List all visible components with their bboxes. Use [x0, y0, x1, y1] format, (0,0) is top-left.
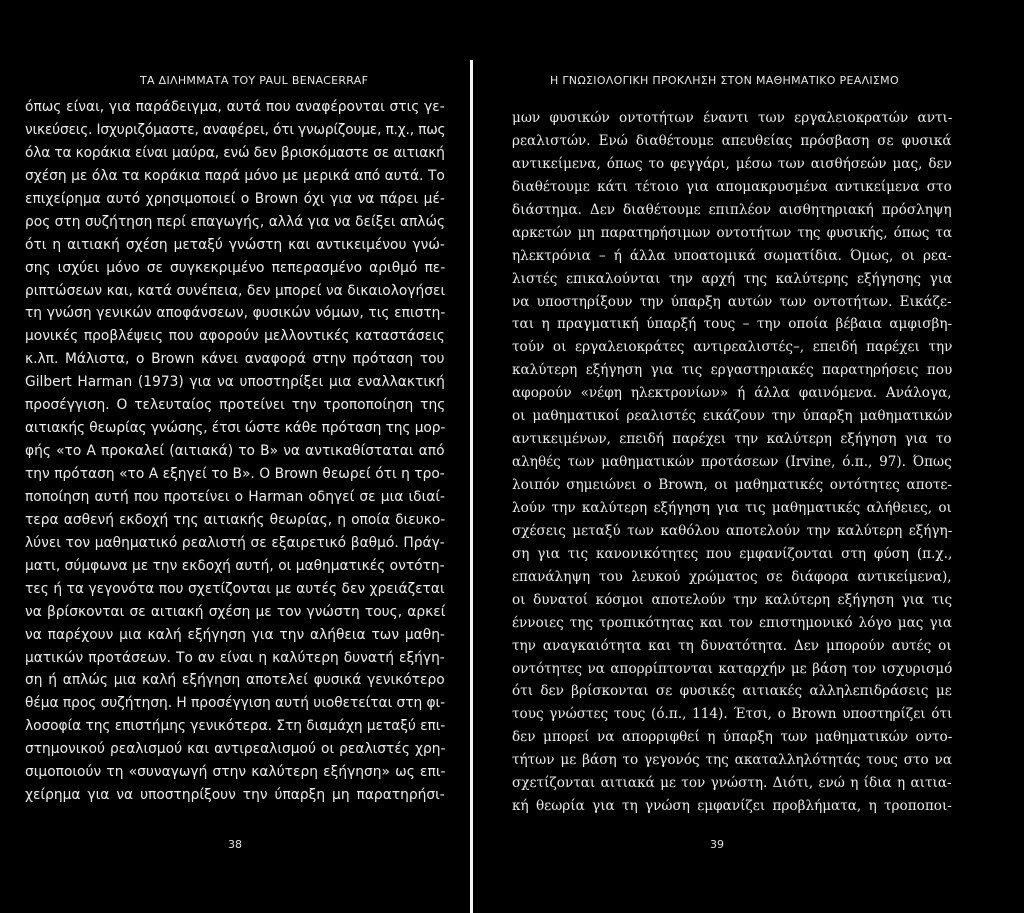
left-body-text: [25, 96, 445, 807]
text-line: λύνει τον μαθηματικό ρεαλιστή σε εξαιρετικό βαθμό. Πράγ-: [25, 534, 445, 551]
text-line: ση για τις κανονικότητες που εμφανίζονται στη φύση (π.χ.,: [512, 545, 953, 562]
text-line: διάστημα. Δεν διαθέτουμε επιπλέον αισθητηριακή πρόσληψη: [512, 201, 952, 218]
text-line: λοιπόν σημειώνει ο Brown, οι μαθηματικές οντότητες αποτε-: [512, 477, 952, 493]
text-line: Gilbert Harman (1973) για να υποστηρίξει μια εναλλακτική: [25, 374, 445, 391]
text-line: τες ή τα γεγονότα που σχετίζονται με αυτές δεν χρειάζεται: [25, 580, 445, 597]
text-line: οι μαθηματικοί ρεαλιστές εικάζουν την ύπαρξη μαθηματικών: [512, 408, 953, 425]
text-line: ηλεκτρόνια – ή άλλα υποατομικά σωματίδια. Όμως, οι ρεα-: [512, 247, 952, 264]
right-running-head: Η ΓΝΩΣΙΟΛΟΓΙΚΗ ΠΡΟΚΛΗΣΗ ΣΤΟΝ ΜΑΘΗΜΑΤΙΚΟ ΡΕΑΛΙΣΜΟ: [550, 74, 899, 87]
left-page-number: 38: [228, 838, 242, 851]
text-line: καλύτερη εξήγηση για τις εργαστηριακές παρατηρήσεις που: [512, 362, 953, 379]
text-line: έννοιες της τροπικότητας και τον επιστημονικό λόγο μας για: [512, 614, 953, 631]
right-body-text: [512, 107, 952, 818]
text-line: τερα ασθενή εκδοχή της αιτιακής θεωρίας, η οποία διευκο-: [25, 511, 446, 528]
text-line: στημονικού ρεαλισμού και αντιρεαλισμού οι ρεαλιστές χρη-: [25, 741, 446, 758]
text-line: ται η πραγματική ύπαρξή τους – την οποία βέβαια αμφισβη-: [512, 316, 953, 333]
text-line: αντικειμένων, επειδή παρέχει την καλύτερη εξήγηση για το: [512, 431, 952, 448]
text-line: θέμα προς συζήτηση. Η προσέγγιση αυτή υιοθετείται στη φι-: [25, 695, 446, 712]
text-line: οι δυνατοί κόσμοι αποτελούν την καλύτερη εξήγηση για τις: [512, 591, 953, 608]
text-line: μονικές προβλέψεις που αφορούν μελλοντικές καταστάσεις: [25, 328, 445, 345]
text-line: αιτιακής θεωρίας γνώσης, έτσι ώστε κάθε πρόταση της μορ-: [25, 420, 446, 437]
text-line: ότι δεν βρίσκονται σε φυσικές αιτιακές αλληλεπιδράσεις με: [512, 683, 952, 700]
text-line: ότι η αιτιακή σχέση μεταξύ γνώστη και αντικειμένου γνώ-: [25, 236, 445, 253]
text-line: ματι, σύμφωνα με την εκδοχή αυτή, οι μαθηματικές οντότη-: [25, 557, 445, 574]
text-line: επιχείρημα αυτό χρησιμοποιεί ο Brown όχι για να πάρει μέ-: [25, 190, 445, 207]
text-line: αρκετών μη παρατηρήσιμων οντοτήτων της φυσικής, όπως τα: [512, 224, 953, 241]
text-line: ποποίηση αυτή που προτείνει ο Harman οδηγεί σε μια ιδιαί-: [25, 488, 446, 505]
text-line: κ.λπ. Μάλιστα, ο Brown κάνει αναφορά στην πρόταση του: [25, 351, 445, 368]
text-line: λοσοφία της επιστήμης γενικότερα. Στη διαμάχη μεταξύ επι-: [25, 718, 446, 735]
text-line: κή θεωρία για τη γνώση εμφανίζει προβλήματα, η τροποποι-: [512, 798, 952, 815]
text-line: λούν την καλύτερη εξήγηση για τις μαθηματικές αλήθειες, οι: [512, 499, 952, 516]
text-line: ριπτώσεων και, κατά συνέπεια, δεν μπορεί να δικαιολογήσει: [25, 282, 446, 299]
text-line: να παρέχουν μια καλή εξήγηση για την αλήθεια των μαθη-: [25, 626, 445, 643]
text-line: όλα τα κοράκια είναι μαύρα, ενώ δεν βρισκόμαστε σε αιτιακή: [25, 144, 445, 161]
text-line: οντότητες να απορρίπτονται καταρχήν με βάση τον ισχυρισμό: [512, 660, 953, 677]
text-line: λιστές επικαλούνται την αρχή της καλύτερης εξήγησης για: [512, 270, 953, 287]
text-line: χείρημα για να υποστηρίξουν την ύπαρξη μη παρατηρήσι-: [25, 787, 445, 804]
text-line: σχετίζονται αιτιακά με τον γνώστη. Διότι, ενώ η ίδια η αιτια-: [512, 775, 952, 792]
text-line: τη γνώση γενικών αποφάνσεων, φυσικών νόμων, τις επιστη-: [25, 305, 446, 322]
text-line: τους γνώστες τους (ό.π., 114). Έτσι, ο Brown υποστηρίζει ότι: [512, 706, 953, 723]
text-line: όπως είναι, για παράδειγμα, αυτά που αναφέρονται στις γε-: [25, 99, 445, 115]
text-line: τήτων με βάση το γεγονός της ακαταλληλότητάς τους στο να: [512, 752, 952, 769]
text-line: αφορούν «νέφη ηλεκτρονίων» ή άλλα φαινόμενα. Ανάλογα,: [512, 385, 952, 402]
text-line: ρος στη συζήτηση περί επαγωγής, αλλά για να δείξει απλώς: [25, 213, 446, 230]
text-line: να βρίσκονται σε αιτιακή σχέση με τον γνώστη τους, αρκεί: [25, 603, 446, 620]
text-line: σης ισχύει μόνο σε συγκεκριμένο πεπερασμένο αριθμό πε-: [25, 259, 446, 276]
text-line: δεν μπορεί να απορριφθεί η ύπαρξη των μαθηματικών οντο-: [512, 729, 953, 746]
page-gutter-divider: [470, 60, 473, 913]
text-line: επανάληψη του λευκού χρώματος σε διάφορα αντικείμενα),: [512, 568, 952, 585]
text-line: σχέση με όλα τα κοράκια παρά μόνο με μερικά από αυτά. Το: [25, 167, 445, 184]
text-line: ρεαλιστών. Ενώ διαθέτουμε απευθείας πρόσβαση σε φυσικά: [512, 132, 952, 149]
text-line: προσέγγιση. Ο τελευταίος προτείνει την τροποποίηση της: [25, 397, 446, 414]
text-line: διαθέτουμε κάτι τέτοιο για απομακρυσμένα αντικείμενα στο: [512, 178, 952, 195]
text-line: ματικών προτάσεων. Το αν είναι η καλύτερη δυνατή εξήγη-: [25, 649, 445, 666]
text-line: την πρόταση «το Α εξηγεί το Β». Ο Brown θεωρεί ότι η τρο-: [25, 466, 445, 482]
text-line: τούν οι εργαλειοκράτες αντιρεαλιστές–, επειδή παρέχει την: [512, 339, 953, 356]
text-line: την αναγκαιότητα και τη δυνατότητα. Δεν μπορούν αυτές οι: [512, 637, 952, 654]
right-page-number: 39: [710, 838, 724, 851]
right-page: [512, 0, 1024, 913]
left-running-head: ΤΑ ΔΙΛΗΜΜΑΤΑ ΤΟΥ PAUL BENACERRAF: [140, 74, 369, 87]
text-line: αντικείμενα, όπως το φεγγάρι, μέσω των αισθήσεών μας, δεν: [512, 155, 952, 172]
text-line: σχέσεις μεταξύ των καθόλου αποτελούν την καλύτερη εξήγη-: [512, 522, 953, 539]
text-line: σιμοποιούν τη «συναγωγή στην καλύτερη εξήγηση» ως επι-: [25, 764, 446, 781]
text-line: ση ή απλώς μια καλή εξήγηση αποτελεί φυσικά γενικότερο: [25, 672, 445, 689]
text-line: νικεύσεις. Ισχυριζόμαστε, αναφέρει, ότι γνωρίζουμε, π.χ., πως: [25, 121, 446, 138]
text-line: να υποστηρίξουν την ύπαρξη αυτών των οντοτήτων. Εικάζε-: [512, 293, 952, 310]
text-line: αληθές των μαθηματικών προτάσεων (Irvine, ό.π., 97). Όπως: [512, 454, 952, 471]
text-line: μων φυσικών οντοτήτων έναντι των εργαλειοκρατών αντι-: [512, 110, 953, 126]
text-line: φής «το Α προκαλεί (αιτιακά) το Β» να αντικαθίσταται από: [25, 443, 445, 460]
